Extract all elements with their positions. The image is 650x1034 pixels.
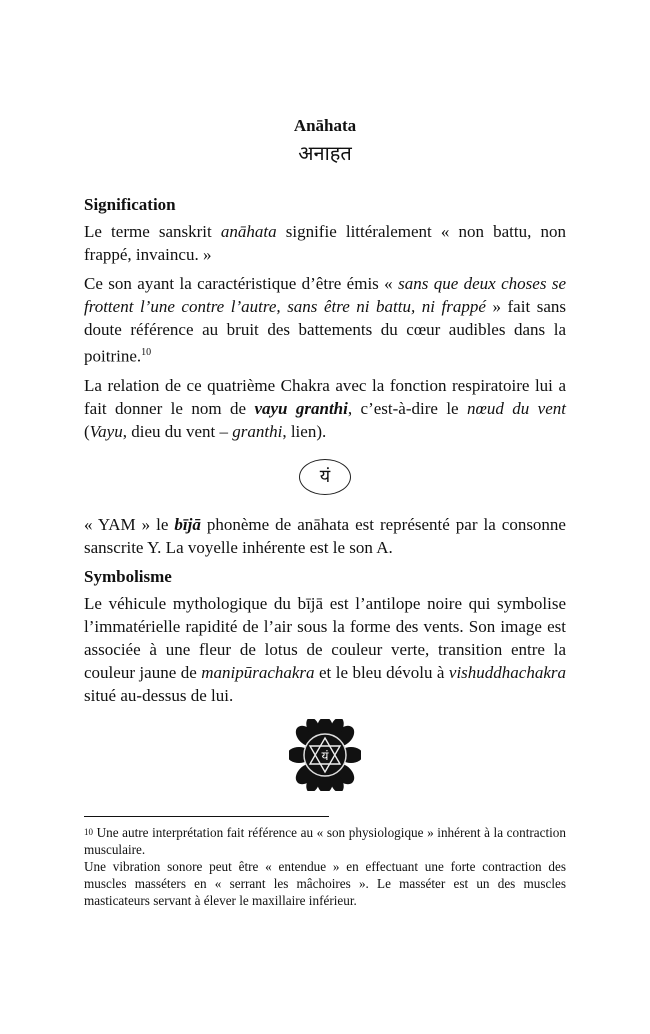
paragraph-5: Le véhicule mythologique du bījā est l’antilope noire qui symbolise l’immatérielle rapidité de l’air sous la forme des vents. Son image est associée à une fleur de lotus de couleur verte, transition entre la couleur jaune de manipūrachakra et le bleu dévolu à vishuddhachakra situé au-dessus de lui. bbox=[84, 593, 566, 705]
page-title-devanagari: अनाहत bbox=[298, 141, 352, 165]
title-block bbox=[84, 116, 566, 166]
footnote-10: $^{10}$ Une autre interprétation fait référence au « son physiologique » inhérent à la contraction musculaire. bbox=[84, 825, 566, 857]
page-title: Anāhata bbox=[293, 116, 357, 135]
footnote-ref[interactable]: 10 bbox=[141, 347, 152, 358]
lotus-bija: यं bbox=[321, 748, 329, 763]
footnote-divider bbox=[84, 816, 329, 817]
bija-symbol-wrap bbox=[84, 459, 566, 495]
paragraph-2: Ce son ayant la caractéristique d’être émis « sans que deux choses se frottent l’une contre l’autre, sans être ni battu, ni frappé » fait sans doute référence au bruit des battements du cœur audibles dans la poitrine.$^{10}$ bbox=[84, 274, 566, 366]
lotus-wrap bbox=[84, 719, 566, 797]
paragraph-3: La relation de ce quatrième Chakra avec la fonction respiratoire lui a fait donner le nom de vayu granthi, c’est-à-dire le nœud du vent (Vayu, dieu du vent – granthi, lien). bbox=[84, 375, 566, 441]
body-text bbox=[84, 193, 566, 797]
footnote-10-continued: Une vibration sonore peut être « entendue » en effectuant une forte contraction des muscles masséters en « serrant les mâchoires ». Le masséter est un des muscles masticateurs servant à élever le maxillaire inférieur. bbox=[84, 859, 566, 908]
paragraph-4: « YAM » le bījā phonème de anāhata est représenté par la consonne sanscrite Y. La voyelle inhérente est le son A. bbox=[84, 514, 566, 557]
anahata-lotus-icon bbox=[289, 719, 361, 791]
section-heading-symbolisme: Symbolisme bbox=[84, 566, 172, 586]
footnotes bbox=[84, 824, 566, 909]
bija-symbol: यं bbox=[299, 459, 351, 495]
paragraph-1: Le terme sanskrit anāhata signifie littéralement « non battu, non frappé, invaincu. » bbox=[84, 222, 567, 264]
footnote-number: 10 bbox=[84, 827, 93, 837]
section-heading-signification: Signification bbox=[84, 195, 176, 214]
